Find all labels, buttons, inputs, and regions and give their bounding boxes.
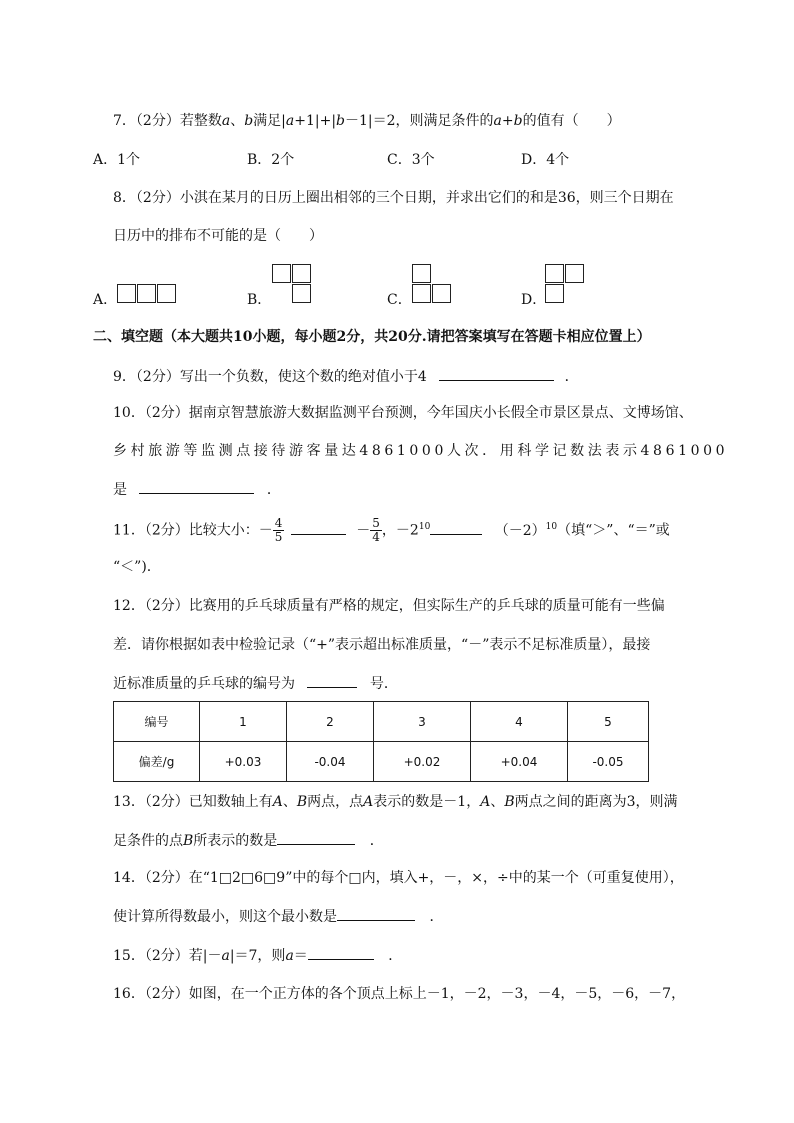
q15-answer-blank[interactable] (308, 945, 374, 960)
grid-cell (565, 264, 584, 283)
grid-cell (412, 284, 431, 303)
grid-cell (412, 264, 431, 283)
q12-answer-blank[interactable] (307, 673, 357, 688)
table-cell: -0.05 (568, 742, 649, 782)
q10-answer-blank[interactable] (139, 479, 254, 494)
grid-cell (545, 264, 564, 283)
q10-line1: 10．（2分）据南京智慧旅游大数据监测平台预测，今年国庆小长假全市景区景点、文博场馆、 (113, 405, 693, 421)
table-row (114, 742, 649, 782)
section-heading: 二、填空题（本大题共10小题，每小题2分，共20分.请把答案填写在答题卡相应位置上） (93, 329, 651, 345)
table-header-cell: 编号 (114, 702, 200, 742)
table-cell: 4 (471, 702, 568, 742)
q14-line2: 使计算所得数最小，则这个最小数是 ． (113, 906, 443, 927)
q8-option-c-label: C． (387, 292, 412, 308)
q9: 9．（2分）写出一个负数，使这个数的绝对值小于4 ． (113, 366, 579, 387)
q9-answer-blank[interactable] (439, 366, 554, 381)
q13-line1: 13．（2分）已知数轴上有A、B两点，点A表示的数是－1，A、B两点之间的距离为3，则满 (113, 794, 678, 810)
grid-cell (292, 284, 311, 303)
q7-option-b: B．2个 (247, 152, 295, 168)
grid-cell (432, 284, 451, 303)
grid-cell (292, 264, 311, 283)
q11-line1: 11．（2分）比较大小：－ $\frac{4}{5}$ － $\frac{5}{4}$ ，$-2^{10}$ $(-2)^{10}$（填“＞”、“＝”或 (113, 516, 670, 545)
table-cell: 1 (200, 702, 287, 742)
table-header-cell: 偏差/g (114, 742, 200, 782)
grid-cell (117, 284, 136, 303)
q11-blank-1[interactable] (291, 520, 346, 535)
table-cell: +0.03 (200, 742, 287, 782)
table-cell: 5 (568, 702, 649, 742)
q8-option-b-label: B． (247, 292, 272, 308)
table-cell: 3 (374, 702, 471, 742)
q12-line1: 12．（2分）比赛用的乒乓球质量有严格的规定，但实际生产的乒乓球的质量可能有一些偏 (113, 598, 665, 614)
grid-cell (137, 284, 156, 303)
q8-option-a-label: A． (93, 292, 118, 308)
q12-line2: 差．请你根据如表中检验记录（“+”表示超出标准质量，“－”表示不足标准质量），最接 (113, 637, 651, 653)
q7-option-d: D．4个 (521, 152, 570, 168)
fraction-5-4: $\frac{5}{4}$ (372, 516, 380, 545)
table-cell: +0.02 (374, 742, 471, 782)
q12-line3: 近标准质量的乒乓球的编号为 号． (113, 673, 398, 694)
q13-line2: 足条件的点B所表示的数是 ． (113, 830, 384, 851)
q7-stem: 7．（2分）若整数a、b满足|a+1|+|b－1|＝2，则满足条件的a+b的值有（ ） (113, 113, 621, 129)
q16-line1: 16．（2分）如图，在一个正方体的各个顶点上标上－1，－2，－3，－4，－5，－6，－7， (113, 986, 686, 1002)
fraction-4-5: $\frac{4}{5}$ (274, 516, 283, 545)
q14-answer-blank[interactable] (337, 906, 415, 921)
q8-line1: 8．（2分）小淇在某月的日历上圈出相邻的三个日期，并求出它们的和是36，则三个日期在 (113, 190, 674, 206)
q15: 15．（2分）若|－a|＝7，则a＝ ． (113, 945, 402, 966)
q10-line2: 乡村旅游等监测点接待游客量达4861000人次．用科学记数法表示4861000 (113, 443, 729, 459)
q7-option-c: C．3个 (387, 152, 435, 168)
grid-cell (272, 264, 291, 283)
table-row (114, 702, 649, 742)
q10-line3: 是 ． (113, 479, 281, 500)
grid-cell (545, 284, 564, 303)
q11-blank-2[interactable] (430, 520, 482, 535)
q7-option-a: A．1个 (93, 152, 141, 168)
table-cell: -0.04 (287, 742, 374, 782)
deviation-table (113, 701, 649, 782)
grid-cell (157, 284, 176, 303)
q13-answer-blank[interactable] (277, 830, 355, 845)
table-cell: 2 (287, 702, 374, 742)
table-cell: +0.04 (471, 742, 568, 782)
q8-option-d-label: D． (521, 292, 547, 308)
q11-line2: “＜”). (113, 559, 152, 575)
q14-line1: 14．（2分）在“1□2□6□9”中的每个□内，填入+，－，×，÷中的某一个（可重复使用）， (113, 870, 684, 886)
q8-line2: 日历中的排布不可能的是（ ） (113, 228, 323, 244)
